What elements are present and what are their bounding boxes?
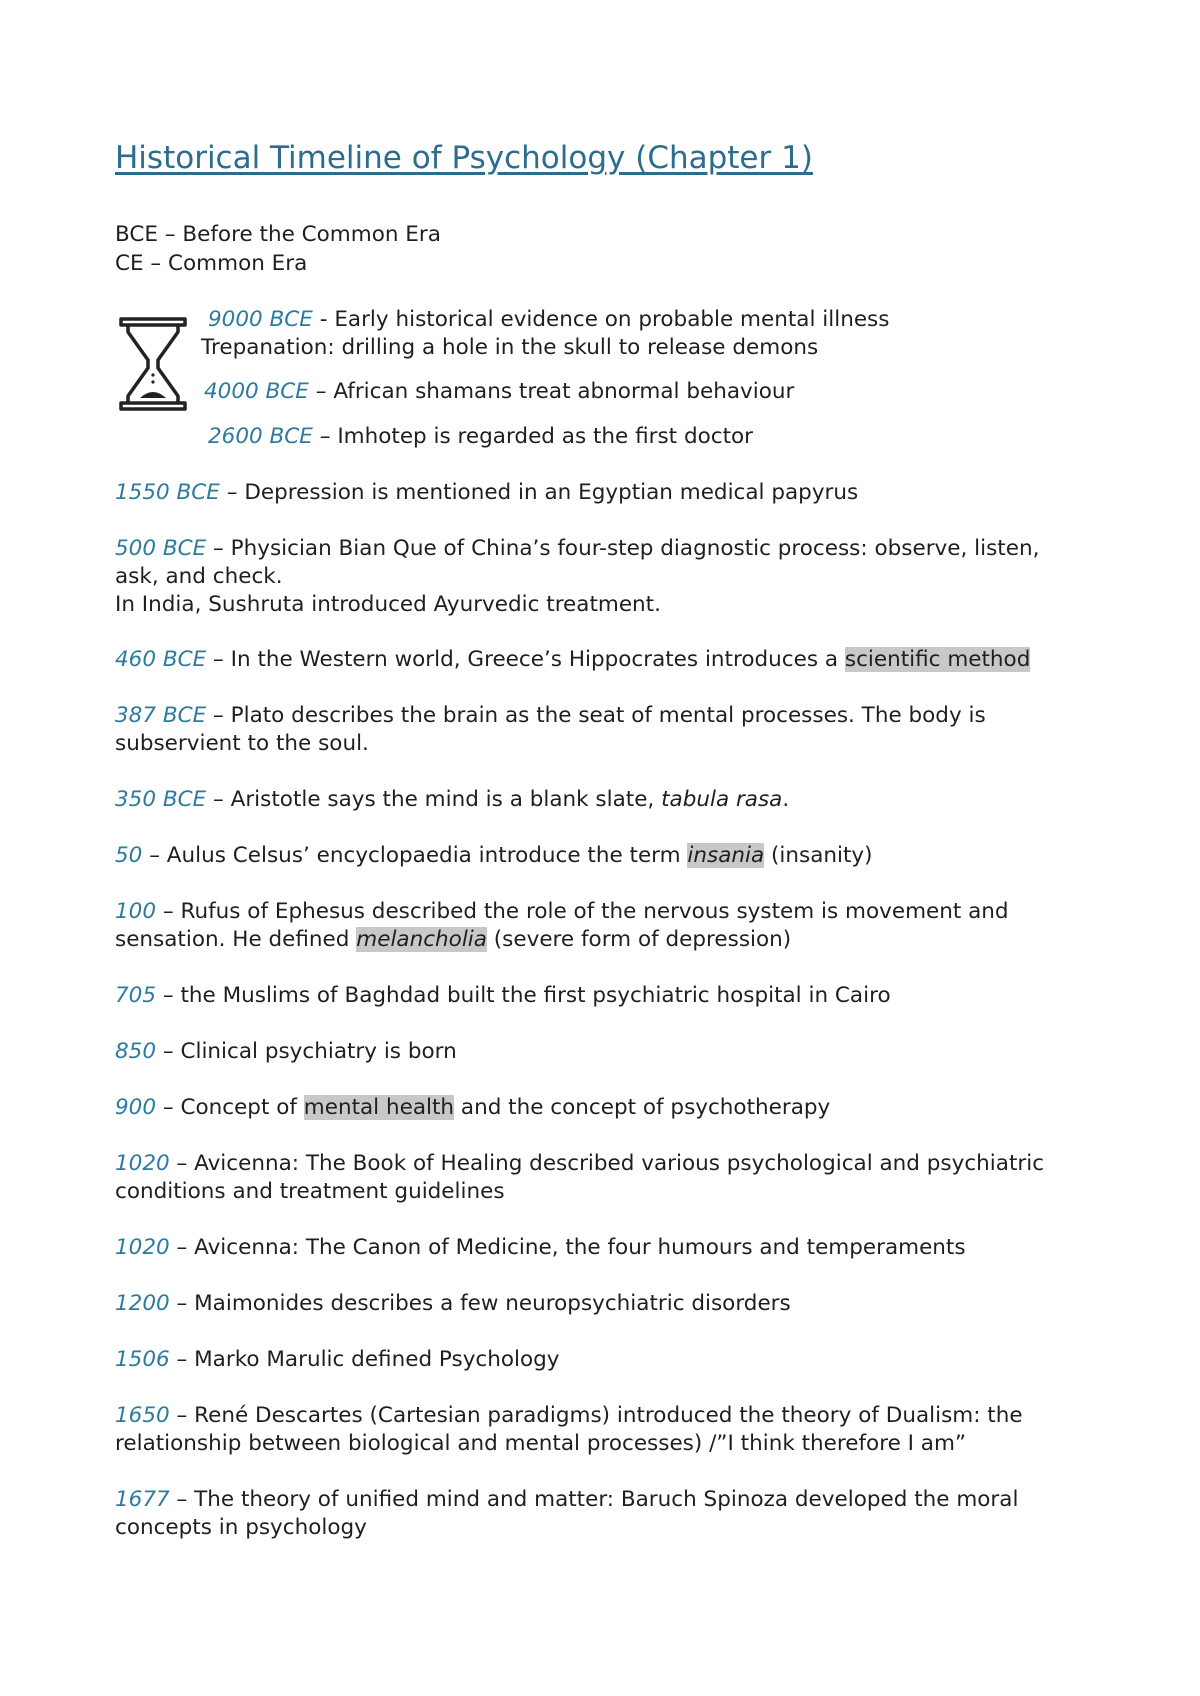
timeline-entry [115,982,1085,1010]
entry-text: – Clinical psychiatry is born [156,1039,457,1064]
entry-text: – Avicenna: The Book of Healing described various psychological and psychiatric conditions and treatment guidelines [115,1151,1045,1204]
entry-detail: Trepanation: drilling a hole in the skull to release demons [201,335,819,360]
timeline-entry [115,1234,1085,1262]
entry-text-after: and the concept of psychotherapy [454,1095,831,1120]
timeline-entry [115,702,1085,758]
timeline-entry [115,1094,1085,1122]
timeline-entry [115,1150,1085,1206]
entry-date: 1020 [115,1235,170,1260]
timeline-entry [115,1402,1085,1458]
entry-text: – Physician Bian Que of China’s four-step diagnostic process: observe, listen, ask, and check. [115,536,1040,589]
timeline-entry [115,479,1085,507]
entry-date: 500 BCE [115,536,207,561]
entry-date: 4000 BCE [204,379,309,404]
entry-date: 460 BCE [115,647,207,672]
entry-detail: In India, Sushruta introduced Ayurvedic treatment. [115,592,661,617]
entry-text: – René Descartes (Cartesian paradigms) introduced the theory of Dualism: the relationship between biological and mental processes) /”I think therefore I am” [115,1403,1023,1456]
timeline-entry [115,786,1085,814]
highlighted-term: scientific method [844,647,1031,672]
timeline-entry [115,1038,1085,1066]
entry-text: – The theory of unified mind and matter: Baruch Spinoza developed the moral concepts in psychology [115,1487,1019,1540]
timeline-entry [115,1290,1085,1318]
entry-date: 387 BCE [115,703,207,728]
entry-text: - Early historical evidence on probable mental illness [312,307,890,332]
timeline-entry [204,378,794,406]
timeline-entry [208,306,889,334]
italic-term: tabula rasa [661,787,783,812]
entry-date: 1650 [115,1403,170,1428]
entry-text-after: . [782,787,790,812]
timeline-entry [115,898,1085,954]
abbreviation-ce: CE – Common Era [115,251,308,276]
highlighted-term: insania [687,843,765,868]
highlighted-term: mental health [303,1095,455,1120]
entry-date: 9000 BCE [208,307,313,332]
entry-text: – Marko Marulic defined Psychology [169,1347,560,1372]
entry-date: 850 [115,1039,157,1064]
abbreviation-bce: BCE – Before the Common Era [115,222,441,247]
entry-date: 2600 BCE [208,424,313,449]
entry-date: 1677 [115,1487,170,1512]
page-title: Historical Timeline of Psychology (Chapter 1) [115,140,813,176]
entry-date: 705 [115,983,157,1008]
entry-text: – the Muslims of Baghdad built the first psychiatric hospital in Cairo [156,983,891,1008]
entry-date: 100 [115,899,157,924]
hourglass-icon [119,316,187,412]
timeline-entry [115,1346,1085,1374]
timeline-entry [115,1486,1085,1542]
entry-text: – Aristotle says the mind is a blank slate, [206,787,662,812]
entry-text: – Imhotep is regarded as the first doctor [312,424,753,449]
highlighted-term: melancholia [356,927,487,952]
entry-text: – Depression is mentioned in an Egyptian medical papyrus [219,480,859,505]
entry-text: – Plato describes the brain as the seat of mental processes. The body is subservient to the soul. [115,703,986,756]
entry-text: – Aulus Celsus’ encyclopaedia introduce the term [142,843,688,868]
entry-date: 50 [115,843,143,868]
entry-text: – African shamans treat abnormal behaviour [308,379,795,404]
timeline-entry [208,423,753,451]
timeline-entry [115,842,1085,870]
entry-text: – Rufus of Ephesus described the role of the nervous system is movement and sensation. He defined [115,899,1009,952]
entry-text-after: (insanity) [764,843,873,868]
entry-text: – Concept of [156,1095,304,1120]
entry-date: 1550 BCE [115,480,220,505]
timeline-entry [115,535,1085,619]
entry-text: – Maimonides describes a few neuropsychiatric disorders [169,1291,791,1316]
timeline-entry [115,646,1085,674]
entry-date: 1200 [115,1291,170,1316]
entry-date: 1020 [115,1151,170,1176]
entry-text-after: (severe form of depression) [486,927,792,952]
entry-date: 900 [115,1095,157,1120]
entry-text: – Avicenna: The Canon of Medicine, the four humours and temperaments [169,1235,966,1260]
entry-date: 1506 [115,1347,170,1372]
entry-date: 350 BCE [115,787,207,812]
entry-text: – In the Western world, Greece’s Hippocrates introduces a [206,647,845,672]
